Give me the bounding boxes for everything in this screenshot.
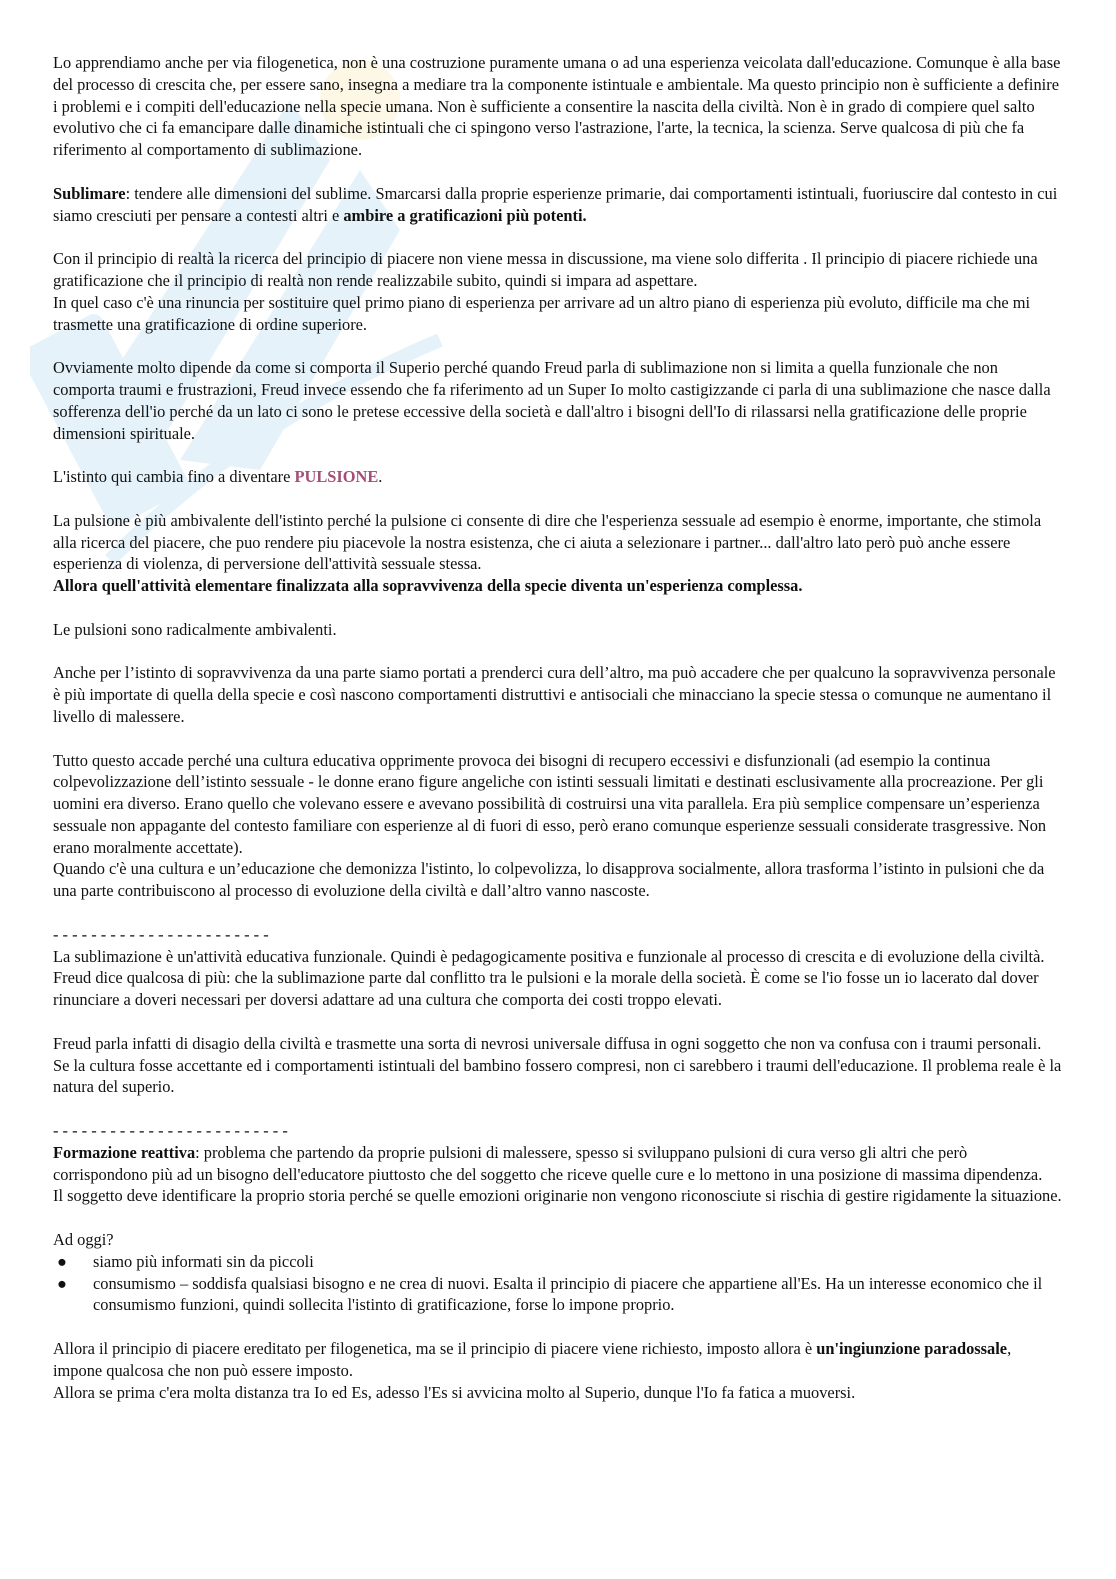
- bullet-list: [53, 1251, 1063, 1316]
- paragraph-istinto-pulsione: L'istinto qui cambia fino a diventare PULSIONE.: [53, 467, 383, 487]
- highlight-pulsione: PULSIONE: [294, 467, 379, 487]
- paragraph-storia-soggetto: Il soggetto deve identificare la proprio storia perché se quelle emozioni originarie non vengono riconosciute si rischia di gestire rigidamente la situazione.: [53, 1186, 1062, 1206]
- paragraph-disagio-civilta: Freud parla infatti di disagio della civiltà e trasmette una sorta di nevrosi universale diffusa in ogni soggetto che non va confusa con i traumi personali.: [53, 1033, 1042, 1053]
- paragraph-superio: Ovviamente molto dipende da come si comporta il Superio perché quando Freud parla di sublimazione non si limita a quella funzionale che non comporta traumi e frustrazioni, Freud invece essendo che fa riferimento ad un Super Io molto castigizzande ci parla di una sublimazione che nasce dalla sofferenza dell'io perché da un lato ci sono le pretese eccessive della società e dall'altro i bisogni dell'Io di rilassarsi nella gratificazione delle proprie dimensioni spirituale.: [53, 358, 1051, 443]
- paragraph-pulsioni-ambivalenti: Le pulsioni sono radicalmente ambivalenti.: [53, 619, 337, 639]
- list-item: ● siamo più informati sin da piccoli: [57, 1251, 314, 1271]
- paragraph-io-es-superio: Allora se prima c'era molta distanza tra Io ed Es, adesso l'Es si avvicina molto al Superio, dunque l'Io fa fatica a muoversi.: [53, 1382, 856, 1402]
- paragraph-ad-oggi: Ad oggi?: [53, 1230, 114, 1250]
- paragraph-principio-realta: Con il principio di realtà la ricerca del principio di piacere non viene messa in discussione, ma viene solo differita . Il principio di piacere richiede una gratificazione che il principio di realtà non rende realizzabile subito, quindi si impara ad aspettare.: [53, 249, 1038, 290]
- bold-gratificazioni: ambire a gratificazioni più potenti.: [343, 205, 587, 225]
- paragraph-sublimazione-funzionale: La sublimazione è un'attività educativa funzionale. Quindi è pedagogicamente positiva e funzionale al processo di crescita e di evoluzione della civiltà. Freud dice qualcosa di più: che la sublimazione parte dal conflitto tra le pulsioni e la morale della società. È come se l'io fosse un io lacerato dal dover rinunciare a doveri necessari per doversi adattare ad una cultura che comporta dei costi troppo elevati.: [53, 946, 1045, 1010]
- paragraph-formazione-reattiva: Formazione reattiva: problema che partendo da proprie pulsioni di malessere, spesso si sviluppano pulsioni di cura verso gli altri che però corrispondono più ad un bisogno dell'educatore piuttosto che del soggetto che riceve quelle cure e lo mettono in una posizione di massima dipendenza.: [53, 1142, 1043, 1184]
- paragraph-cultura-accettante: Se la cultura fosse accettante ed i comportamenti istintuali del bambino fossero compresi, non ci sarebbero i traumi dell'educazione. Il problema reale è la natura del superio.: [53, 1055, 1062, 1097]
- divider-2: - - - - - - - - - - - - - - - - - - - - - - - - -: [53, 1121, 288, 1141]
- paragraph-cultura-educativa: Tutto questo accade perché una cultura educativa opprimente provoca dei bisogni di recupero eccessivi e disfunzionali (ad esempio la continua colpevolizzazione dell’istinto sessuale - le donne erano figure angeliche con istinti sessuali limitati e destinati esclusivamente alla procreazione. Per gli uomini era diverso. Erano quello che volevano essere e avevano possibilità di costruirsi una vita parallela. Era più semplice compensare un’esperienza sessuale non appagante del contesto familiare con esperienze al di fuori di esso, però erano comunque esperienze sessuali considerate trasgressive. Non erano moralmente accettate).: [53, 750, 1047, 857]
- document-body: [53, 52, 1063, 1403]
- term-sublimare: Sublimare: [53, 183, 126, 203]
- list-item: ● consumismo – soddisfa qualsiasi bisogno e ne crea di nuovi. Esalta il principio di piacere che appartiene all'Es. Ha un interesse economico che il consumismo funzioni, quindi sollecita l'istinto di gratificazione, forse lo impone proprio.: [57, 1273, 1043, 1315]
- term-formazione-reattiva: Formazione reattiva: [53, 1142, 196, 1162]
- bold-ingiunzione-paradossale: un'ingiunzione paradossale: [816, 1339, 1008, 1359]
- paragraph-attivita-elementare: Allora quell'attività elementare finalizzata alla sopravvivenza della specie diventa un'esperienza complessa.: [53, 576, 803, 596]
- bullet-icon: ●: [57, 1251, 67, 1271]
- paragraph-rinuncia: In quel caso c'è una rinuncia per sostituire quel primo piano di esperienza per arrivare ad un altro piano di esperienza più evoluto, difficile ma che mi trasmette una gratificazione di ordine superiore.: [53, 292, 1031, 334]
- paragraph-sublimare: Sublimare: tendere alle dimensioni del sublime. Smarcarsi dalla proprie esperienze primarie, dai comportamenti istintuali, fuoriuscire dal contesto in cui siamo cresciuti per pensare a contesti altri e ambire a gratificazioni più potenti.: [53, 183, 1058, 225]
- divider-1: - - - - - - - - - - - - - - - - - - - - - - -: [53, 924, 269, 944]
- paragraph-pulsione-ambivalente: La pulsione è più ambivalente dell'istinto perché la pulsione ci consente di dire che l'esperienza sessuale ad esempio è enorme, importante, che stimola alla ricerca del piacere, che puo rendere piu piacevole la nostra esistenza, che ci aiuta a selezionare i partner... dall'altro lato però può anche essere esperienza di violenza, di perversione dell'attività sessuale stessa.: [53, 510, 1042, 574]
- bullet-icon: ●: [57, 1273, 67, 1293]
- paragraph-demonizza-istinto: Quando c'è una cultura e un’educazione che demonizza l'istinto, lo colpevolizza, lo disapprova socialmente, allora trasforma l’istinto in pulsioni che da una parte contribuiscono al processo di evoluzione della civiltà e dall’altro vanno nascoste.: [53, 859, 1045, 901]
- paragraph-ingiunzione: Allora il principio di piacere ereditato per filogenetica, ma se il principio di piacere viene richiesto, imposto allora è un'ingiunzione paradossale, impone qualcosa che non può essere imposto.: [53, 1339, 1012, 1380]
- paragraph-sopravvivenza: Anche per l’istinto di sopravvivenza da una parte siamo portati a prenderci cura dell’altro, ma può accadere che per qualcuno la sopravvivenza personale è più importate di quella della specie e così nascono comportamenti distruttivi e antisociali che minacciano la specie stessa o comunque ne aumentano il livello di malessere.: [53, 663, 1056, 726]
- paragraph-filogenetica: Lo apprendiamo anche per via filogenetica, non è una costruzione puramente umana o ad una esperienza veicolata dall'educazione. Comunque è alla base del processo di crescita che, per essere sano, insegna a mediare tra la componente istintuale e ambientale. Ma questo principio non è sufficiente a definire i problemi e i compiti dell'educazione nella specie umana. Non è sufficiente a consentire la nascita della civiltà. Non è in grado di compiere quel salto evolutivo che ci fa emancipare dalle dinamiche istintuali che ci spingono verso l'astrazione, l'arte, la tecnica, la scienza. Serve qualcosa di più che fa riferimento al comportamento di sublimazione.: [53, 53, 1061, 160]
